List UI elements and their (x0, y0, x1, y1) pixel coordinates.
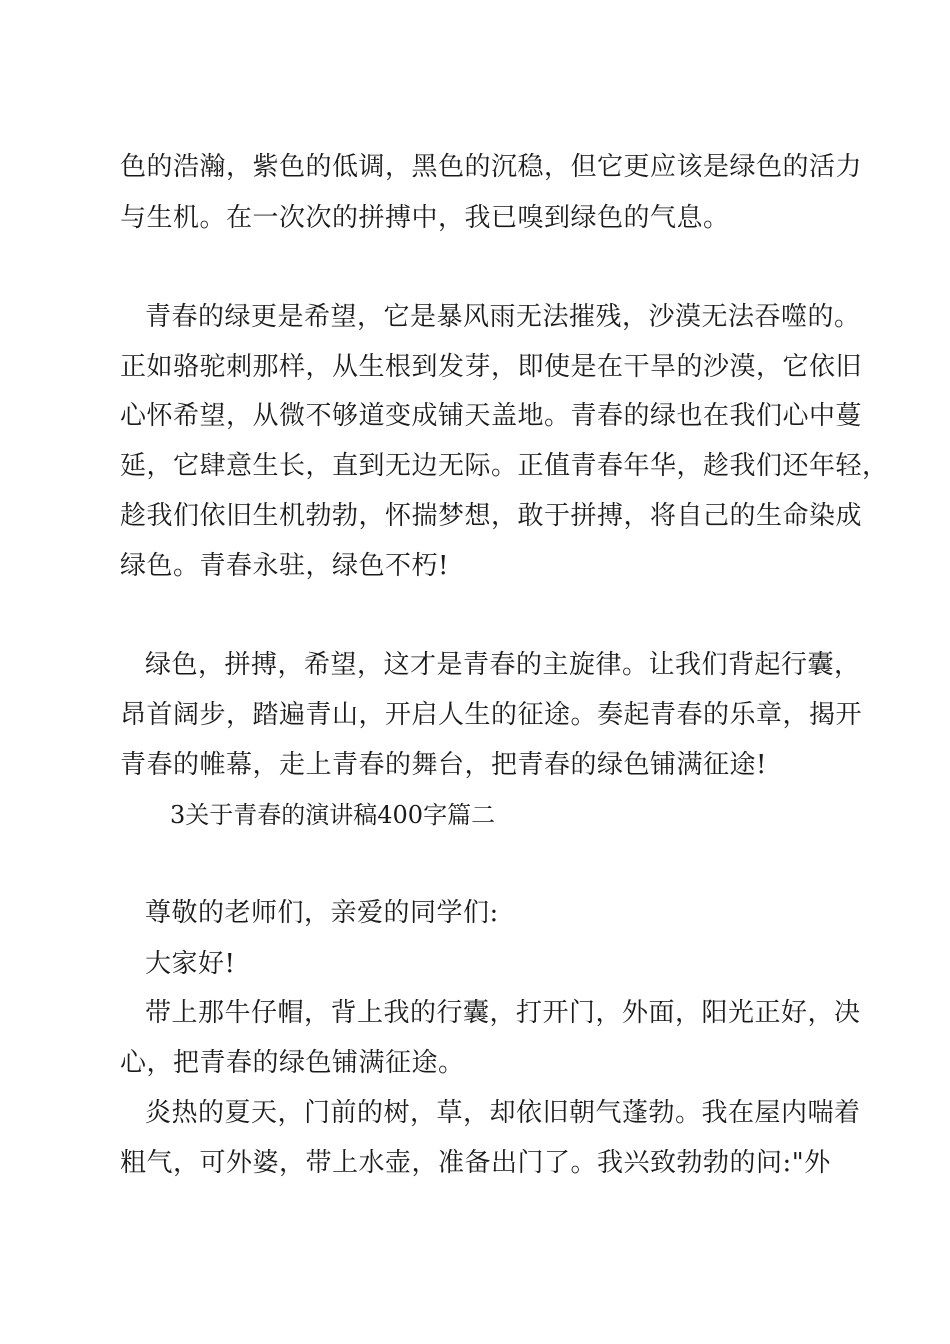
text-line: 昂首阔步，踏遍青山，开启人生的征途。奏起青春的乐章，揭开 (120, 700, 863, 730)
text-line: 正如骆驼刺那样，从生根到发芽，即使是在干旱的沙漠，它依旧 (120, 352, 863, 382)
text-line: 绿色。青春永驻，绿色不朽! (120, 551, 449, 581)
text-line: 青春的帷幕，走上青春的舞台，把青春的绿色铺满征途! (120, 750, 767, 780)
text-line: 绿色，拼搏，希望，这才是青春的主旋律。让我们背起行囊， (145, 650, 861, 680)
text-line: 大家好! (145, 949, 236, 979)
text-line: 粗气，可外婆，带上水壶，准备出门了。我兴致勃勃的问:"外 (120, 1148, 831, 1178)
section-heading: 3关于青春的演讲稿400字篇二 (170, 801, 496, 829)
text-line: 炎热的夏天，门前的树，草，却依旧朝气蓬勃。我在屋内喘着 (145, 1098, 861, 1128)
text-line: 青春的绿更是希望，它是暴风雨无法摧残，沙漠无法吞噬的。 (145, 302, 861, 332)
text-line: 色的浩瀚，紫色的低调，黑色的沉稳，但它更应该是绿色的活力 (120, 152, 863, 182)
text-line: 延，它肆意生长，直到无边无际。正值青春年华，趁我们还年轻， (120, 451, 889, 481)
text-line: 趁我们依旧生机勃勃，怀揣梦想，敢于拼搏，将自己的生命染成 (120, 501, 863, 531)
text-line: 带上那牛仔帽，背上我的行囊，打开门，外面，阳光正好，决 (145, 998, 861, 1028)
text-line: 与生机。在一次次的拼搏中，我已嗅到绿色的气息。 (120, 203, 730, 233)
text-line: 尊敬的老师们，亲爱的同学们: (145, 898, 499, 928)
text-line: 心怀希望，从微不够道变成铺天盖地。青春的绿也在我们心中蔓 (120, 401, 863, 431)
text-line: 心，把青春的绿色铺满征途。 (120, 1048, 465, 1078)
